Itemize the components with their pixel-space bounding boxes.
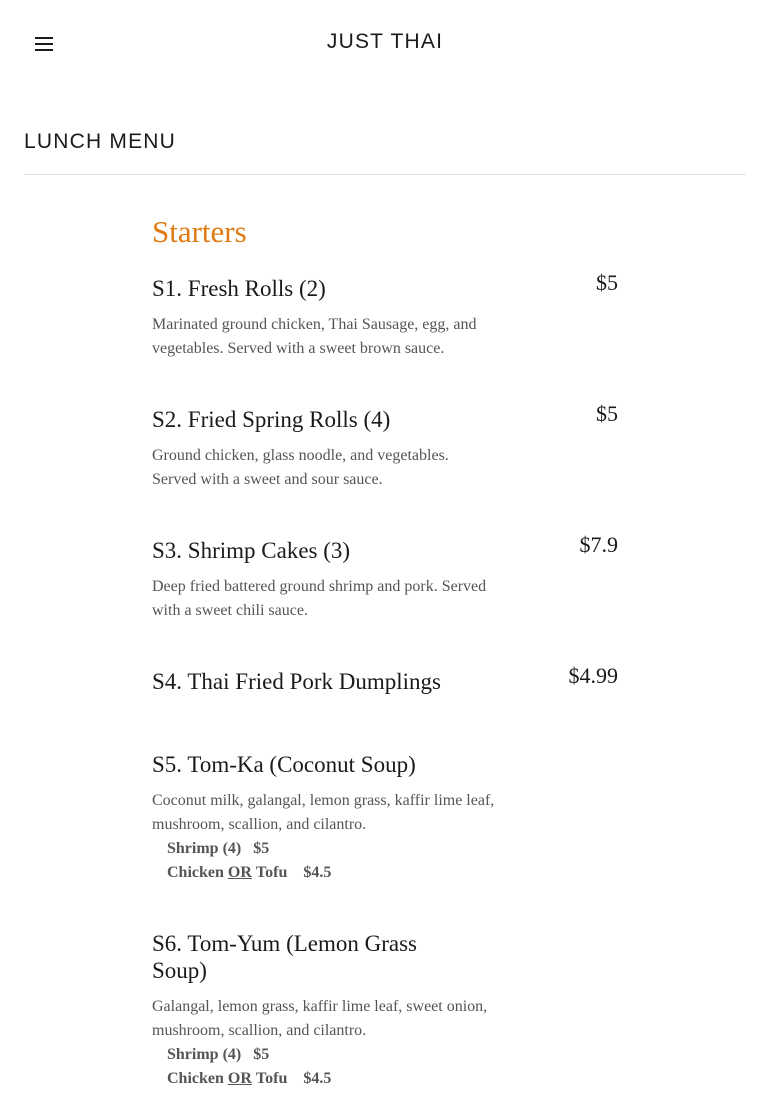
option-price: $4.5 [303,864,332,881]
menu-item-name: S6. Tom-Yum (Lemon Grass Soup) [152,931,418,983]
menu-item-options [167,837,618,885]
menu-item [152,663,618,695]
menu-item-name: S5. Tom-Ka (Coconut Soup) [152,752,416,777]
menu-item [152,751,618,885]
menu-item-price: $4.99 [568,663,618,688]
menu-item-description: Coconut milk, galangal, lemon grass, kaffir lime leaf, mushroom, scallion, and cilantro. [152,792,495,833]
option-chicken: Chicken [167,864,224,881]
section-title: LUNCH MENU [24,130,177,153]
option-label: Shrimp (4) [167,1046,242,1063]
menu-item-description: Deep fried battered ground shrimp and pork. Served with a sweet chili sauce. [152,578,487,619]
menu-item-name: S4. Thai Fried Pork Dumplings [152,669,442,694]
menu-item-price: $7.9 [579,532,618,557]
option-or: OR [227,1070,252,1087]
option-shrimp [167,1043,618,1067]
menu-item-description: Ground chicken, glass noodle, and vegetables. Served with a sweet and sour sauce. [152,447,449,488]
menu-item-name: S1. Fresh Rolls (2) [152,276,326,301]
menu-item [152,930,618,1091]
brand-title[interactable]: JUST THAI [326,30,444,53]
menu-item [152,270,618,361]
menu-item-price: $5 [596,270,618,295]
option-chicken-or-tofu [167,1067,618,1091]
menu-item-description: Galangal, lemon grass, kaffir lime leaf, sweet onion, mushroom, scallion, and cilantro. [152,998,488,1039]
menu-item [152,532,618,623]
option-tofu: Tofu [255,1070,288,1087]
menu-item-price: $5 [596,401,618,426]
option-shrimp [167,837,618,861]
site-header [0,0,770,88]
category-heading: Starters [152,214,247,249]
menu-item [152,401,618,492]
option-price: $5 [253,840,270,857]
menu-item-name: S3. Shrimp Cakes (3) [152,538,351,563]
option-price: $4.5 [303,1070,332,1087]
option-tofu: Tofu [255,864,288,881]
option-label: Shrimp (4) [167,840,242,857]
section-divider [24,174,746,175]
menu-item-name: S2. Fried Spring Rolls (4) [152,407,391,432]
menu-item-options [167,1043,618,1091]
option-chicken: Chicken [167,1070,224,1087]
option-price: $5 [253,1046,270,1063]
menu-item-description: Marinated ground chicken, Thai Sausage, egg, and vegetables. Served with a sweet brown sauce. [152,316,477,357]
option-chicken-or-tofu [167,861,618,885]
option-or: OR [227,864,252,881]
